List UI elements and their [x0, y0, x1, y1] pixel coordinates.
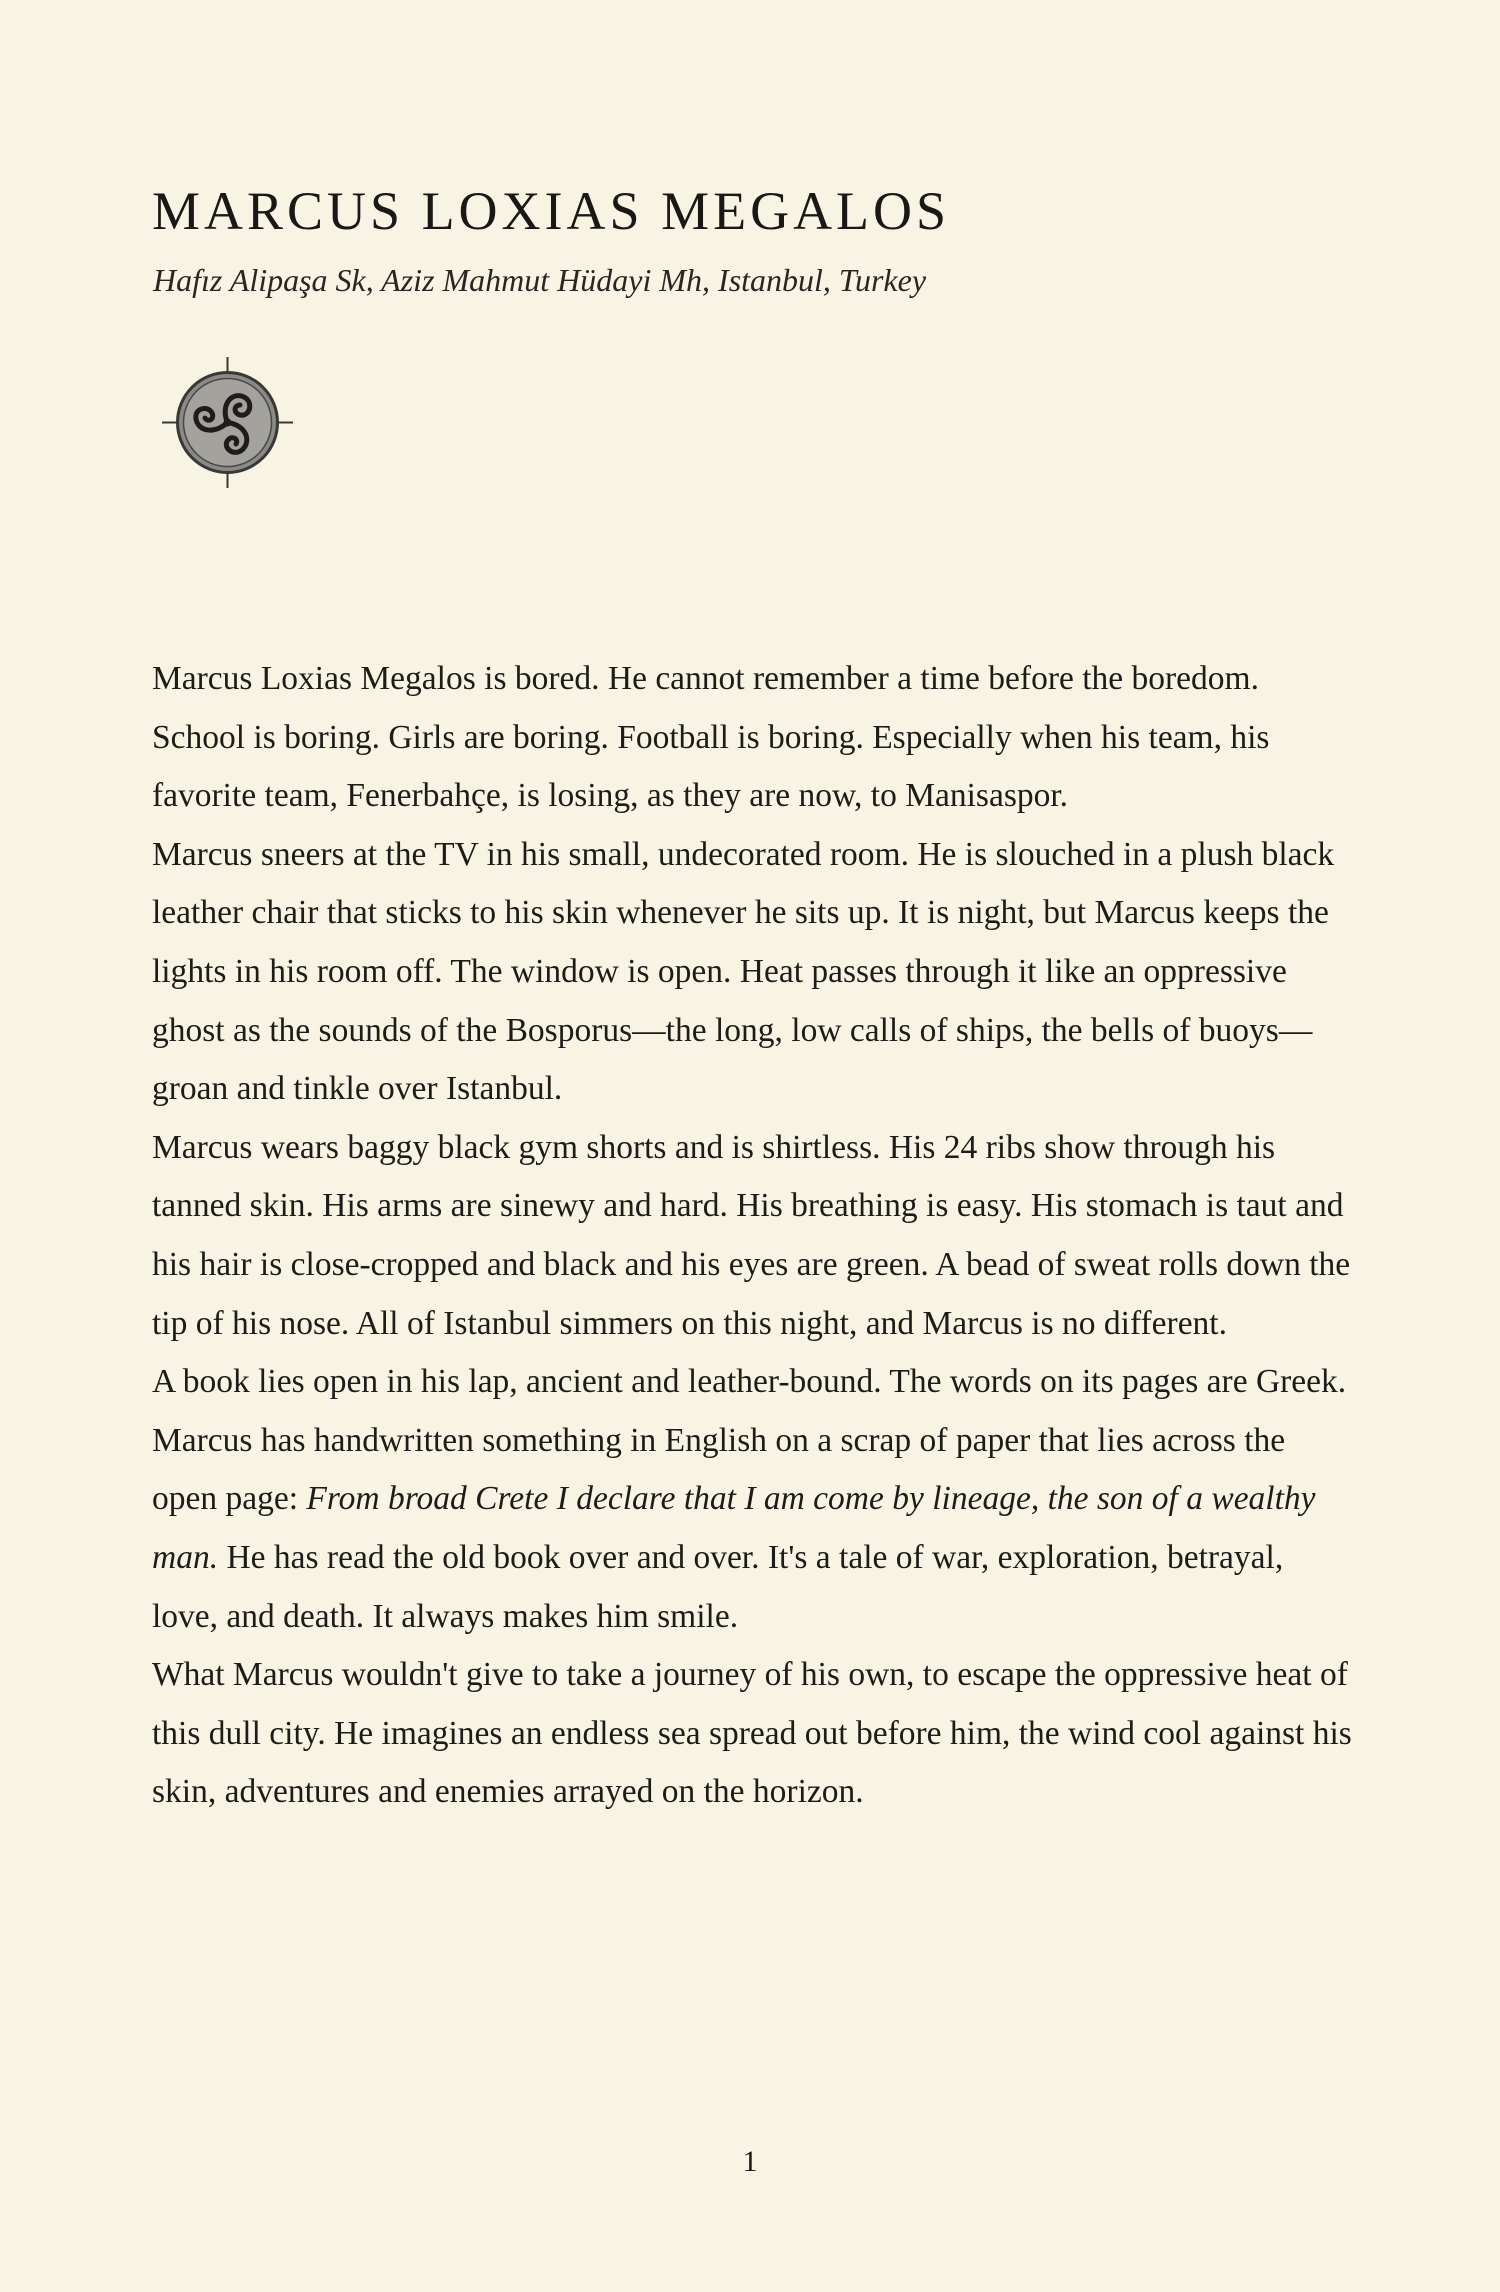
- chapter-location: Hafız Alipaşa Sk, Aziz Mahmut Hüdayi Mh, Istanbul, Turkey: [153, 262, 927, 298]
- chapter-body: [152, 650, 1352, 1822]
- paragraph: Marcus sneers at the TV in his small, undecorated room. He is slouched in a plush black leather chair that sticks to his skin whenever he sits up. It is night, but Marcus keeps the lights in his room off. The window is open. Heat passes through it like an oppressive ghost as the sounds of the Bosporus—the long, low calls of ships, the bells of buoys—groan and tinkle over Istanbul.: [152, 835, 1335, 1108]
- paragraph-text: A book lies open in his lap, ancient and leather-bound. The words on its pages are Greek. Marcus has handwritten something in English on a scrap of paper that lies across the open page:: [152, 1363, 1347, 1518]
- page-number: 1: [742, 2145, 758, 2178]
- italic-quote: From broad Crete I declare that I am come by lineage, the son of a wealthy man.: [152, 1480, 1316, 1576]
- paragraph: Marcus wears baggy black gym shorts and is shirtless. His 24 ribs show through his tanned skin. His arms are sinewy and hard. His breathing is easy. His stomach is taut and his hair is close-cropped and black and his eyes are green. A bead of sweat rolls down the tip of his nose. All of Istanbul simmers on this night, and Marcus is no different.: [152, 1128, 1351, 1342]
- triskelion-emblem-icon: [160, 355, 295, 490]
- paragraph-text: He has read the old book over and over. It's a tale of war, exploration, betrayal, love, and death. It always makes him smile.: [152, 1538, 1284, 1635]
- paragraph: [152, 1353, 1352, 1646]
- paragraph: Marcus Loxias Megalos is bored. He cannot remember a time before the boredom. School is boring. Girls are boring. Football is boring. Especially when his team, his favorite team, Fenerbahçe, is losing, as they are now, to Manisaspor.: [152, 660, 1270, 815]
- paragraph: What Marcus wouldn't give to take a journey of his own, to escape the oppressive heat of this dull city. He imagines an endless sea spread out before him, the wind cool against his skin, adventures and enemies arrayed on the horizon.: [152, 1656, 1352, 1811]
- chapter-title: MARCUS LOXIAS MEGALOS: [152, 181, 951, 241]
